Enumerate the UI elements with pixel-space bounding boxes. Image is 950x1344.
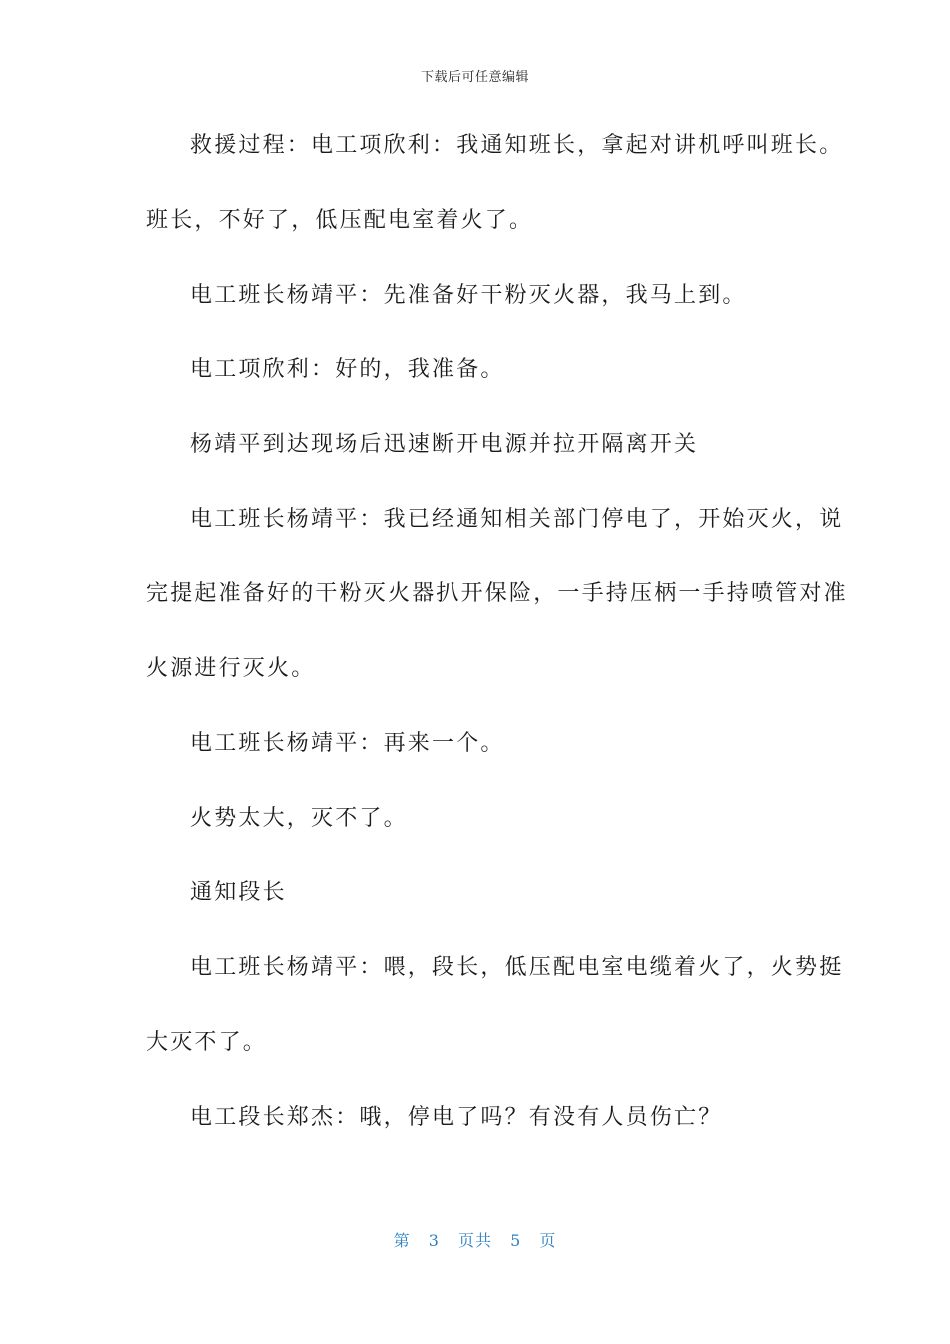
footer-page-current: 3 — [428, 1231, 440, 1250]
paragraph-line: 完提起准备好的干粉灭火器扒开保险，一手持压柄一手持喷管对准 — [146, 581, 848, 606]
paragraph-line: 电工项欣利：好的，我准备。 — [190, 357, 505, 382]
paragraph-line: 杨靖平到达现场后迅速断开电源并拉开隔离开关 — [190, 432, 699, 457]
paragraph-line: 火源进行灭火。 — [146, 656, 316, 681]
footer-ye: 页 — [539, 1231, 557, 1250]
paragraph-line: 电工班长杨靖平：再来一个。 — [190, 731, 505, 756]
paragraph-line: 火势太大，灭不了。 — [190, 806, 408, 831]
paragraph-line: 大灭不了。 — [146, 1030, 268, 1055]
header-note: 下载后可任意编辑 — [420, 70, 529, 85]
page-footer — [0, 1228, 950, 1251]
paragraph-line: 救援过程：电工项欣利：我通知班长，拿起对讲机呼叫班长。 — [190, 133, 844, 158]
footer-di: 第 — [393, 1231, 411, 1250]
paragraph-line: 电工班长杨靖平：先准备好干粉灭火器，我马上到。 — [190, 283, 747, 308]
paragraph-line: 电工段长郑杰：哦，停电了吗？有没有人员伤亡？ — [190, 1105, 723, 1130]
paragraph-line: 班长，不好了，低压配电室着火了。 — [146, 208, 534, 233]
paragraph-line: 通知段长 — [190, 880, 287, 905]
paragraph-line: 电工班长杨靖平：我已经通知相关部门停电了，开始灭火，说 — [190, 507, 844, 532]
footer-page-total: 5 — [510, 1231, 522, 1250]
footer-ye-gong: 页共 — [457, 1231, 492, 1250]
paragraph-line: 电工班长杨靖平：喂，段长，低压配电室电缆着火了，火势挺 — [190, 955, 844, 980]
